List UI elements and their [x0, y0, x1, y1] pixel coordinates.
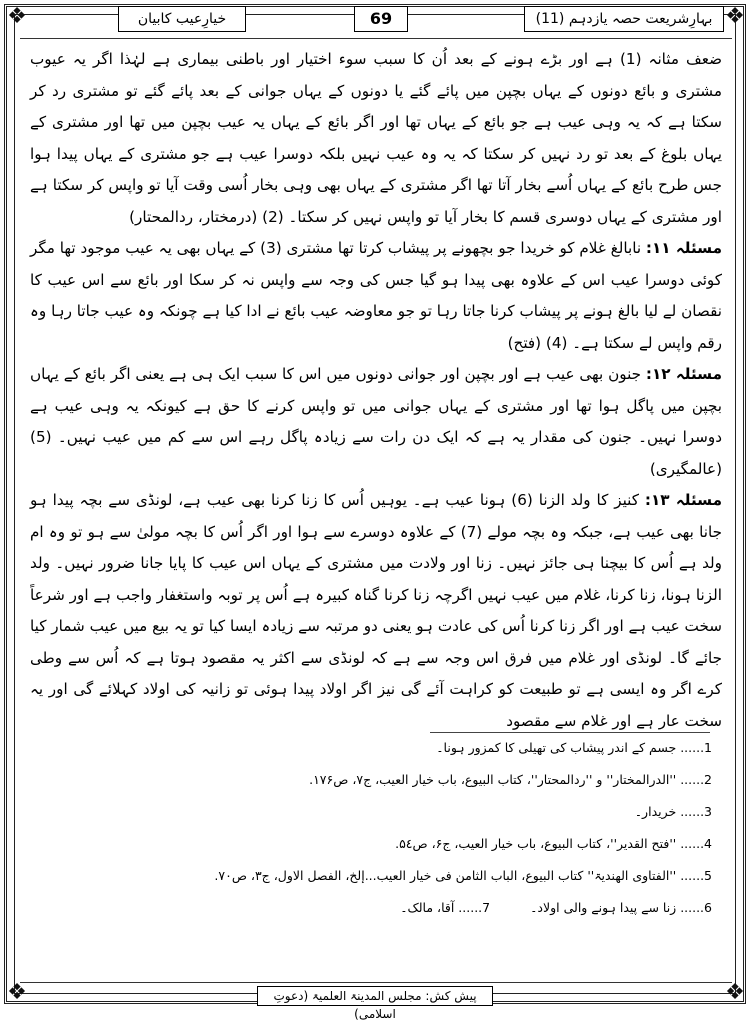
corner-ornament-icon: ❖	[725, 980, 745, 1005]
page-header	[18, 6, 734, 34]
publisher-credit: پیش کش: مجلس المدینۃ العلمیۃ (دعوتِ اسلامی)	[257, 986, 493, 1006]
footnote: 7...... آقا، مالک۔	[400, 900, 491, 915]
main-text	[30, 44, 722, 737]
masala-label: مسئلہ ۱۳:	[644, 491, 723, 509]
footnote: 5...... ''الفتاوی الھندیۃ'' کتاب البیوع، الباب الثامن فی خیار العیب...إلخ، الفصل الاول، ج۳، ص۷۰.	[214, 868, 712, 883]
book-title: بہارِشریعت حصہ یازدہم (11)	[524, 6, 724, 32]
corner-ornament-icon: ❖	[725, 4, 745, 29]
footnote: 3...... خریدار۔	[634, 804, 712, 819]
corner-ornament-icon: ❖	[7, 4, 27, 29]
corner-ornament-icon: ❖	[7, 980, 27, 1005]
paragraph-text: ضعف مثانہ (1) ہے اور بڑے ہونے کے بعد اُن کا سبب سوء اختیار اور باطنی بیماری ہے لہٰذا اگر یہ عیوب مشتری و بائع دونوں کے یہاں بچپن میں پائے گئے یا دونوں کے یہاں جوانی کے بعد پائے گئے تو مشتری رد کر سکتا ہے کہ یہ وہی عیب ہے جو بائع کے یہاں تھا اور اگر بائع کے یہاں یہ عیب بچپن میں تھا اور مشتری کے یہاں بلوغ کے بعد تو رد نہیں کر سکتا کہ یہ وہ عیب نہیں بلکہ دوسرا عیب ہے جو مشتری کے یہاں پیدا ہوا جس طرح بائع کے یہاں اُسے بخار آتا تھا اگر مشتری کے یہاں بھی وہی بخار اُسی وقت آیا تو واپس کر سکتا ہے اور مشتری کے یہاں دوسری قسم کا بخار آیا تو واپس نہیں کر سکتا۔ (2) (درمختار، ردالمحتار)	[30, 50, 722, 226]
footnote-row	[40, 892, 712, 924]
page-number: 69	[354, 6, 408, 32]
footnotes	[40, 732, 712, 924]
paragraph	[30, 359, 722, 485]
header-divider	[20, 38, 732, 39]
footnote: 2...... ''الدرالمختار'' و ''ردالمحتار''، کتاب البیوع، باب خیار العیب، ج۷، ص۱۷۶.	[309, 772, 712, 787]
footer-divider	[20, 982, 732, 983]
paragraph-text: نابالغ غلام کو خریدا جو بچھونے پر پیشاب کرتا تھا مشتری (3) کے یہاں بھی یہ عیب موجود تھا مگر کوئی دوسرا عیب اس کے علاوہ بھی پیدا ہو گیا جس کی وجہ سے واپس نہ کر سکا اور بائع سے اس عیب کا نقصان لے لیا بالغ ہونے پر پیشاب کرنا جاتا رہا تو جو معاوضہ عیب بائع نے ادا کیا ہے چونکہ وہ عیب جاتا رہا وہ رقم واپس لے سکتا ہے۔ (4) (فتح)	[30, 239, 722, 352]
paragraph	[30, 44, 722, 233]
page-footer	[0, 986, 752, 1021]
masala-label: مسئلہ ۱۱:	[645, 239, 723, 257]
chapter-title: خیارِعیب کابیان	[118, 6, 246, 32]
masala-label: مسئلہ ۱۲:	[645, 365, 723, 383]
footnote: 4...... ''فتح القدیر''، کتاب البیوع، باب خیار العیب، ج۶، ص۵٤.	[395, 836, 712, 851]
paragraph-text: کنیز کا ولد الزنا (6) ہونا عیب ہے۔ یوہیں اُس کا زنا کرنا بھی عیب ہے، لونڈی سے بچہ پیدا ہو جانا بھی عیب ہے، جبکہ وہ بچہ مولے (7) کے علاوہ دوسرے سے ہوا اور اگر اُس کا بچہ مولیٰ سے ہو تو وہ ام ولد ہے اُس کا بیچنا ہی جائز نہیں۔ زنا اور ولادت میں مشتری کے یہاں اس عیب کا پایا جانا ضرور نہیں۔ ولد الزنا ہونا، زنا کرنا، غلام میں عیب نہیں اگرچہ زنا کرنا گناہ کبیرہ ہے اُس پر توبہ واستغفار واجب ہے اور شرعاً سخت عیب ہے اور اگر زنا کرنا اُس کی عادت ہو یعنی دو مرتبہ سے زیادہ ایسا کیا تو یہ بیع میں عیب شمار کیا جائے گا۔ لونڈی اور غلام میں فرق اس وجہ سے ہے کہ لونڈی سے اکثر یہ مقصود ہوتا ہے کہ اُس سے وطی کرے اگر وہ ایسی ہے تو طبیعت کو کراہت آئے گی نیز اگر اولاد پیدا ہوئی تو زانیہ کی اولاد کہلائے گی اور یہ سخت عار ہے اور غلام سے مقصود	[30, 491, 722, 730]
paragraph	[30, 485, 722, 737]
paragraph	[30, 233, 722, 359]
footnote: 6...... زنا سے پیدا ہونے والی اولاد۔	[530, 900, 712, 915]
paragraph-text: جنون بھی عیب ہے اور بچپن اور جوانی دونوں میں اس کا سبب ایک ہی ہے یعنی اگر بائع کے یہاں بچپن میں پاگل ہوا تھا اور مشتری کے یہاں جوانی میں تو واپس کرنے کا حق ہے کیونکہ یہ وہی عیب ہے دوسرا نہیں۔ جنون کی مقدار یہ ہے کہ ایک دن رات سے زیادہ پاگل رہے اس سے کم میں عیب نہیں۔ (5) (عالمگیری)	[30, 365, 722, 478]
footnote: 1...... جسم کے اندر پیشاب کی تھیلی کا کمزور ہونا۔	[436, 740, 712, 755]
